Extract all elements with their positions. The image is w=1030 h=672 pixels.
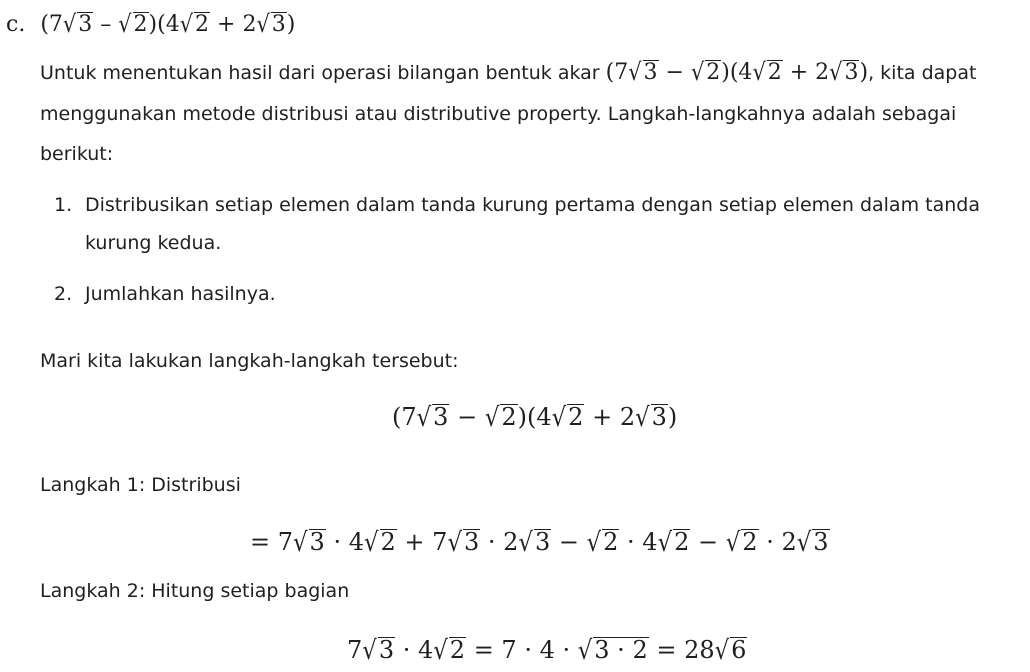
step1-heading: Langkah 1: Distribusi — [40, 474, 241, 496]
intro-line-2: menggunakan metode distribusi atau distributive property. Langkah-langkahnya adalah sebagai — [40, 103, 957, 125]
inline-math: (7√3 − √2)(4√2 + 2√3) — [605, 58, 869, 86]
problem-label: c. — [6, 12, 26, 37]
list-item: 2. Jumlahkan hasilnya. — [54, 283, 276, 305]
problem-line: c. (7√3 – √2)(4√2 + 2√3) — [6, 10, 296, 38]
list-item-continuation: kurung kedua. — [85, 232, 222, 254]
intro-line-3: berikut: — [40, 143, 114, 165]
list-item: 1. Distribusikan setiap elemen dalam tanda kurung pertama dengan setiap elemen dalam tanda — [54, 194, 980, 216]
product-equation: 7√3 · 4√2 = 7 · 4 · √3 · 2 = 28√6 — [347, 636, 747, 666]
lead-text: Mari kita lakukan langkah-langkah tersebut: — [40, 350, 459, 372]
display-equation: (7√3 − √2)(4√2 + 2√3) — [392, 403, 678, 433]
intro-paragraph: Untuk menentukan hasil dari operasi bilangan bentuk akar (7√3 − √2)(4√2 + 2√3), kita dapat — [40, 58, 977, 86]
step2-heading: Langkah 2: Hitung setiap bagian — [40, 580, 350, 602]
distribution-equation: = 7√3 · 4√2 + 7√3 · 2√3 − √2 · 4√2 − √2 · 2√3 — [250, 528, 829, 558]
